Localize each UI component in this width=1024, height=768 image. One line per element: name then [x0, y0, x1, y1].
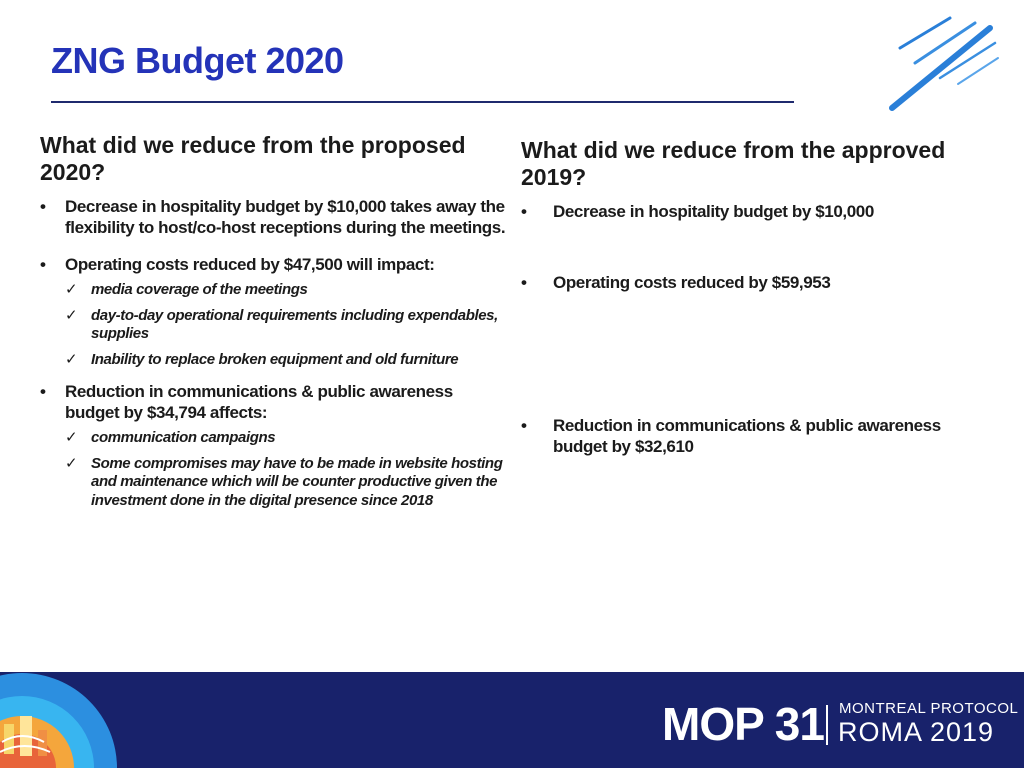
slide-title: ZNG Budget 2020: [51, 40, 344, 81]
checkmark-icon: ✓: [65, 454, 78, 472]
sub-item-text: Some compromises may have to be made in website hosting and maintenance which will be counter productive given the investment done in the digital presence since 2018: [91, 454, 503, 509]
footer-divider: [826, 705, 828, 745]
bullet-text: Operating costs reduced by $59,953: [553, 273, 831, 292]
left-bullet-communications: [40, 381, 510, 423]
left-bullet-hospitality: [40, 196, 510, 238]
event-location: ROMA 2019: [838, 717, 995, 747]
left-bullet-operating: [40, 254, 510, 275]
sub-item-text: day-to-day operational requirements including expendables, supplies: [91, 306, 498, 342]
right-bullet-hospitality: [521, 201, 996, 222]
sub-item: [40, 429, 510, 448]
bullet-dot: •: [521, 416, 527, 435]
bullet-text: Operating costs reduced by $47,500 will impact:: [65, 255, 435, 274]
left-column: [40, 132, 510, 517]
comet-streaks-icon: [880, 8, 1000, 118]
rome-colosseum-art-icon: [0, 672, 165, 768]
bullet-dot: •: [40, 197, 46, 216]
bullet-dot: •: [40, 255, 46, 274]
sub-item: [40, 351, 510, 370]
bullet-text: Reduction in communications & public awareness budget by $32,610: [553, 416, 941, 456]
left-heading: What did we reduce from the proposed 2020?: [40, 132, 466, 185]
bullet-text: Reduction in communications & public awareness budget by $34,794 affects:: [65, 382, 453, 422]
bullet-dot: •: [521, 202, 527, 221]
checkmark-icon: ✓: [65, 306, 78, 324]
checkmark-icon: ✓: [65, 281, 78, 298]
checkmark-icon: ✓: [65, 350, 78, 368]
right-heading: What did we reduce from the approved 2019?: [521, 137, 946, 190]
sub-item: [40, 281, 510, 300]
organization-name: MONTREAL PROTOCOL: [839, 700, 1019, 717]
bullet-text: Decrease in hospitality budget by $10,000 takes away the flexibility to host/co-host receptions during the meetings.: [65, 197, 506, 237]
right-column: [521, 137, 996, 457]
communications-sub-list: [40, 429, 510, 510]
right-bullet-communications: [521, 415, 996, 457]
sub-item-text: Inability to replace broken equipment and old furniture: [91, 350, 459, 368]
sub-item: [40, 307, 510, 344]
checkmark-icon: ✓: [65, 429, 78, 446]
right-bullet-operating: [521, 272, 996, 293]
bullet-dot: •: [521, 273, 527, 292]
sub-item-text: communication campaigns: [91, 429, 276, 446]
bullet-text: Decrease in hospitality budget by $10,000: [553, 202, 874, 221]
operating-sub-list: [40, 281, 510, 369]
sub-item: [40, 455, 510, 511]
bullet-dot: •: [40, 382, 46, 401]
event-name: MOP 31: [662, 698, 824, 750]
sub-item-text: media coverage of the meetings: [91, 281, 308, 298]
title-underline: [51, 101, 794, 103]
